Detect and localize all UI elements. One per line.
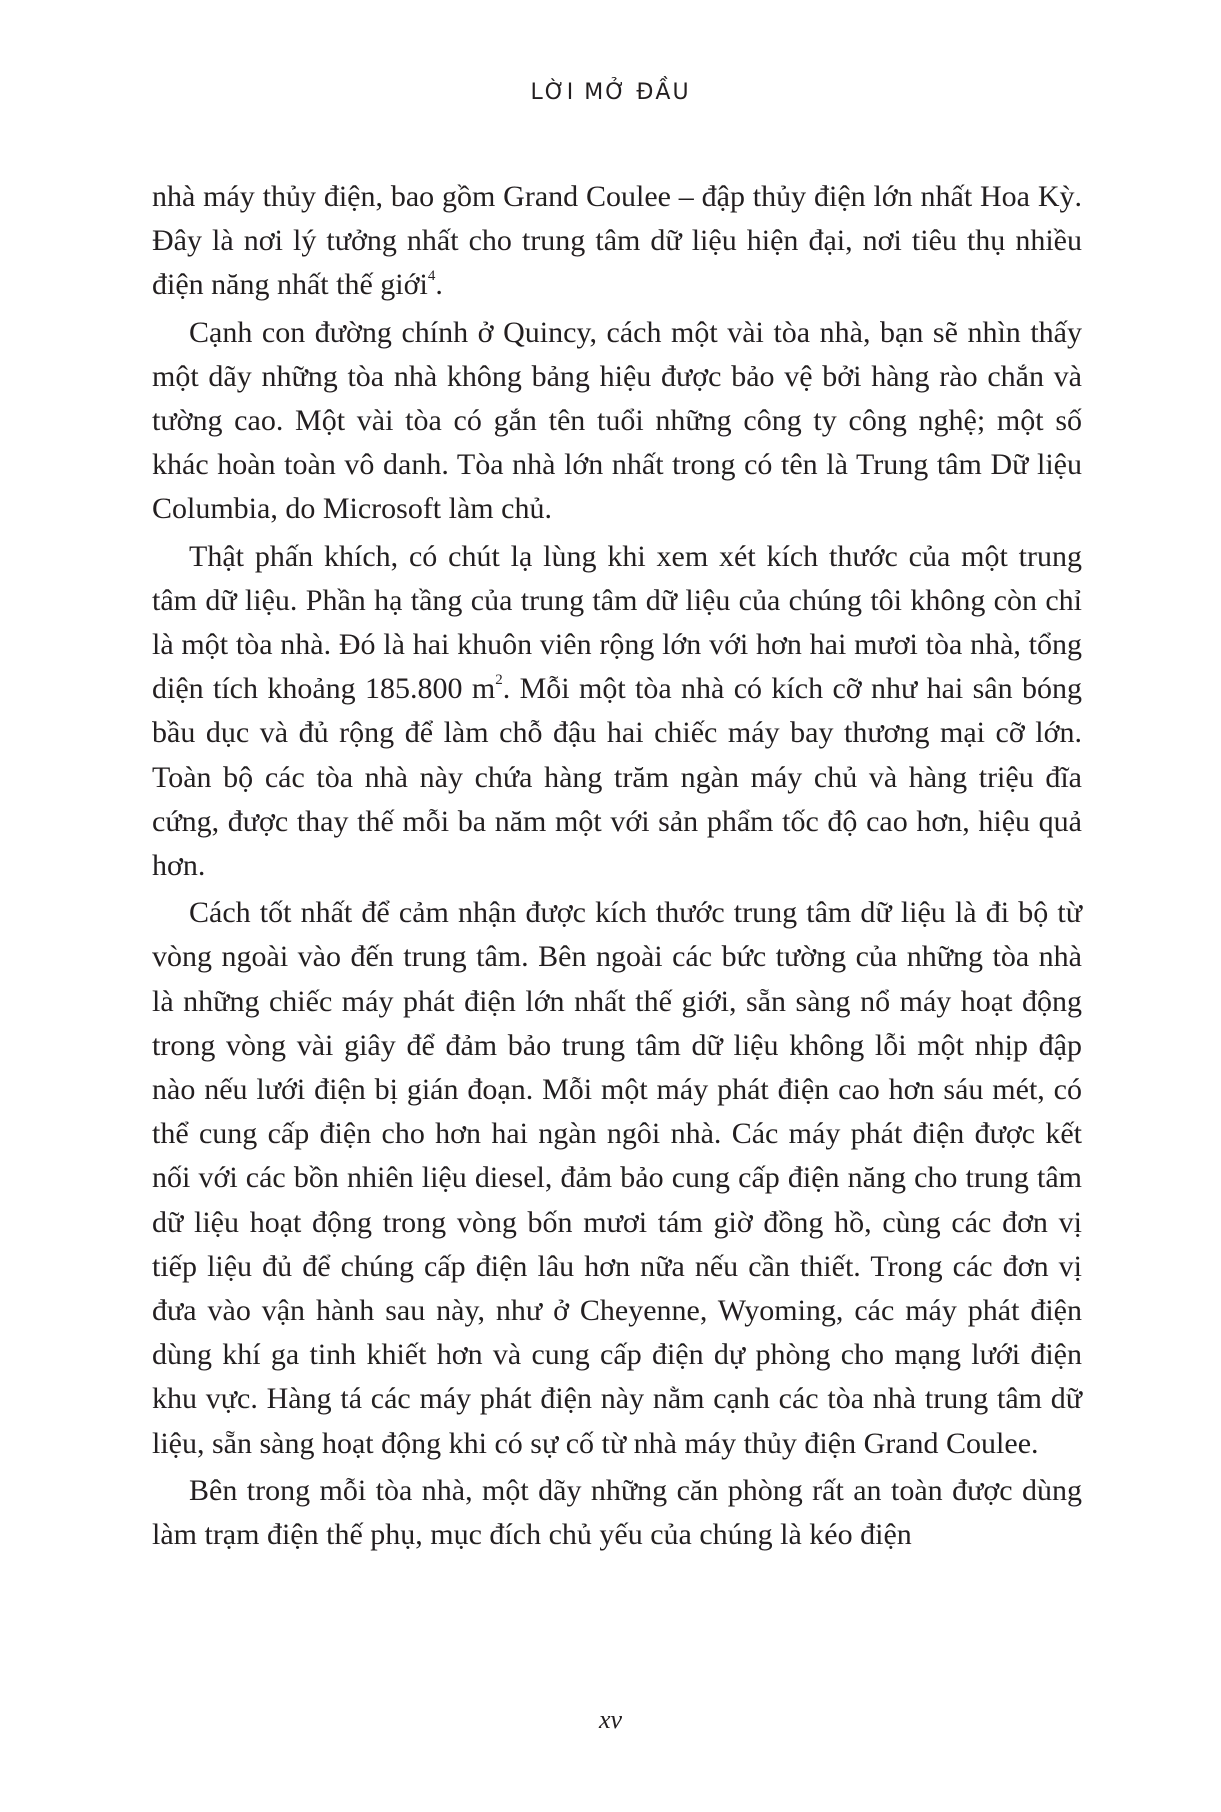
paragraph-text: Thật phấn khích, có chút lạ lùng khi xem xét kích thước của một trung tâm dữ liệu. Phần hạ tầng của trung tâm dữ liệu của chúng tôi không còn chỉ là một tòa nhà. Đó là hai khuôn viên rộng lớn với hơn hai mươi tòa nhà, tổng diện tích khoảng 185.800 m	[152, 539, 1082, 706]
superscript-exponent: 2	[495, 672, 503, 689]
paragraph-text: nhà máy thủy điện, bao gồm Grand Coulee – đập thủy điện lớn nhất Hoa Kỳ. Đây là nơi lý tưởng nhất cho trung tâm dữ liệu hiện đại, nơi tiêu thụ nhiều điện năng nhất thế giới	[152, 180, 1082, 302]
footnote-marker[interactable]: 4	[427, 268, 436, 285]
body-text	[152, 175, 1082, 1557]
paragraph	[152, 535, 1082, 889]
paragraph-text: Bên trong mỗi tòa nhà, một dãy những căn phòng rất an toàn được dùng làm trạm điện thế phụ, mục đích chủ yếu của chúng là kéo điện	[152, 1473, 1082, 1552]
paragraph	[152, 891, 1082, 1466]
paragraph-text: Cách tốt nhất để cảm nhận được kích thước trung tâm dữ liệu là đi bộ từ vòng ngoài vào đến trung tâm. Bên ngoài các bức tường của những tòa nhà là những chiếc máy phát điện lớn nhất thế giới, sẵn sàng nổ máy hoạt động trong vòng vài giây để đảm bảo trung tâm dữ liệu không lỗi một nhịp đập nào nếu lưới điện bị gián đoạn. Mỗi một máy phát điện cao hơn sáu mét, có thể cung cấp điện cho hơn hai ngàn ngôi nhà. Các máy phát điện được kết nối với các bồn nhiên liệu diesel, đảm bảo cung cấp điện năng cho trung tâm dữ liệu hoạt động trong vòng bốn mươi tám giờ đồng hồ, cùng các đơn vị tiếp liệu đủ để chúng cấp điện lâu hơn nữa nếu cần thiết. Trong các đơn vị đưa vào vận hành sau này, như ở Cheyenne, Wyoming, các máy phát điện dùng khí ga tinh khiết hơn và cung cấp điện dự phòng cho mạng lưới điện khu vực. Hàng tá các máy phát điện này nằm cạnh các tòa nhà trung tâm dữ liệu, sẵn sàng hoạt động khi có sự cố từ nhà máy thủy điện Grand Coulee.	[152, 896, 1082, 1460]
paragraph-tail: . Mỗi một tòa nhà có kích cỡ như hai sân bóng bầu dục và đủ rộng để làm chỗ đậu hai chiếc máy bay thương mại cỡ lớn. Toàn bộ các tòa nhà này chứa hàng trăm ngàn máy chủ và hàng triệu đĩa cứng, được thay thế mỗi ba năm một với sản phẩm tốc độ cao hơn, hiệu quả hơn.	[152, 672, 1082, 883]
paragraph-continuation	[152, 175, 1082, 308]
page-number: xv	[598, 1705, 623, 1734]
paragraph-tail: .	[435, 268, 443, 302]
paragraph-text: Cạnh con đường chính ở Quincy, cách một vài tòa nhà, bạn sẽ nhìn thấy một dãy những tòa nhà không bảng hiệu được bảo vệ bởi hàng rào chắn và tường cao. Một vài tòa có gắn tên tuổi những công ty công nghệ; một số khác hoàn toàn vô danh. Tòa nhà lớn nhất trong có tên là Trung tâm Dữ liệu Columbia, do Microsoft làm chủ.	[152, 315, 1082, 526]
paragraph	[152, 1469, 1082, 1557]
running-header: LỜI MỞ ĐẦU	[530, 80, 691, 105]
paragraph	[152, 311, 1082, 532]
